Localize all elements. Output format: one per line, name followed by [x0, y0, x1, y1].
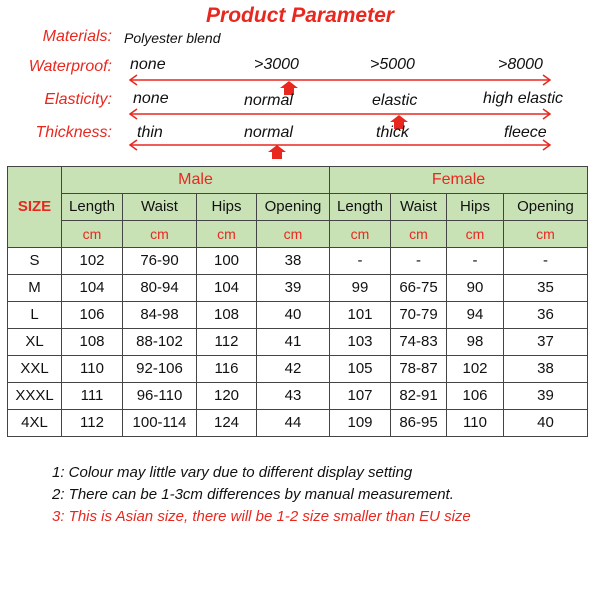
- table-cell: 40: [257, 302, 330, 329]
- materials-label: Materials:: [42, 28, 112, 45]
- notes: [52, 462, 471, 528]
- table-row: [8, 302, 588, 329]
- table-cell: 104: [62, 275, 123, 302]
- thickness-option: thin: [137, 124, 163, 141]
- size-cell: XL: [8, 329, 62, 356]
- table-cell: 112: [62, 410, 123, 437]
- table-cell: 100: [197, 248, 257, 275]
- table-cell: 37: [504, 329, 588, 356]
- table-row: [8, 329, 588, 356]
- waterproof-option: none: [130, 56, 166, 73]
- size-cell: 4XL: [8, 410, 62, 437]
- group-female: Female: [330, 167, 588, 194]
- table-cell: 102: [62, 248, 123, 275]
- unit-label: cm: [62, 221, 123, 248]
- table-cell: 108: [197, 302, 257, 329]
- table-cell: 36: [504, 302, 588, 329]
- table-cell: 86-95: [391, 410, 447, 437]
- column-header: Hips: [447, 194, 504, 221]
- table-cell: 101: [330, 302, 391, 329]
- table-cell: -: [330, 248, 391, 275]
- table-cell: 108: [62, 329, 123, 356]
- table-cell: 98: [447, 329, 504, 356]
- waterproof-option: >5000: [370, 56, 415, 73]
- table-cell: 111: [62, 383, 123, 410]
- thickness-label: Thickness:: [35, 124, 112, 141]
- thickness-option: thick: [376, 124, 409, 141]
- table-cell: 38: [257, 248, 330, 275]
- table-cell: 39: [257, 275, 330, 302]
- table-cell: 96-110: [123, 383, 197, 410]
- size-cell: XXXL: [8, 383, 62, 410]
- thickness-option: normal: [244, 124, 293, 141]
- thickness-scale-arrow: [125, 139, 555, 151]
- unit-label: cm: [447, 221, 504, 248]
- table-cell: 103: [330, 329, 391, 356]
- table-cell: -: [504, 248, 588, 275]
- elasticity-label: Elasticity:: [44, 91, 112, 108]
- column-header: Length: [330, 194, 391, 221]
- table-row: [8, 356, 588, 383]
- table-row: [8, 275, 588, 302]
- size-header: SIZE: [8, 167, 62, 248]
- table-cell: 70-79: [391, 302, 447, 329]
- table-cell: 80-94: [123, 275, 197, 302]
- size-table: [7, 166, 588, 437]
- table-cell: 106: [447, 383, 504, 410]
- size-cell: M: [8, 275, 62, 302]
- size-cell: L: [8, 302, 62, 329]
- table-cell: 90: [447, 275, 504, 302]
- table-row: [8, 410, 588, 437]
- thickness-option: fleece: [504, 124, 547, 141]
- table-cell: -: [391, 248, 447, 275]
- table-cell: 38: [504, 356, 588, 383]
- unit-label: cm: [504, 221, 588, 248]
- table-cell: 116: [197, 356, 257, 383]
- waterproof-option: >8000: [498, 56, 543, 73]
- table-cell: 99: [330, 275, 391, 302]
- column-header: Opening: [504, 194, 588, 221]
- waterproof-option: >3000: [254, 56, 299, 73]
- table-cell: 78-87: [391, 356, 447, 383]
- unit-label: cm: [197, 221, 257, 248]
- column-header: Length: [62, 194, 123, 221]
- table-cell: 43: [257, 383, 330, 410]
- page-title: Product Parameter: [206, 4, 394, 27]
- table-cell: 112: [197, 329, 257, 356]
- table-cell: 88-102: [123, 329, 197, 356]
- materials-value: Polyester blend: [124, 30, 221, 46]
- table-cell: 106: [62, 302, 123, 329]
- table-cell: 94: [447, 302, 504, 329]
- table-cell: 44: [257, 410, 330, 437]
- table-cell: 84-98: [123, 302, 197, 329]
- table-cell: 104: [197, 275, 257, 302]
- unit-label: cm: [391, 221, 447, 248]
- size-cell: XXL: [8, 356, 62, 383]
- table-cell: 39: [504, 383, 588, 410]
- table-cell: 92-106: [123, 356, 197, 383]
- note-item: 1: Colour may little vary due to different display setting: [52, 464, 413, 481]
- table-cell: 35: [504, 275, 588, 302]
- table-cell: 109: [330, 410, 391, 437]
- column-header: Waist: [123, 194, 197, 221]
- table-cell: 66-75: [391, 275, 447, 302]
- table-cell: 124: [197, 410, 257, 437]
- thickness-marker-icon: [267, 144, 287, 160]
- table-cell: -: [447, 248, 504, 275]
- column-header: Hips: [197, 194, 257, 221]
- table-cell: 105: [330, 356, 391, 383]
- elasticity-scale-arrow: [125, 108, 555, 120]
- group-male: Male: [62, 167, 330, 194]
- table-cell: 42: [257, 356, 330, 383]
- table-row: [8, 248, 588, 275]
- waterproof-label: Waterproof:: [28, 58, 112, 75]
- column-header: Waist: [391, 194, 447, 221]
- table-cell: 110: [62, 356, 123, 383]
- table-cell: 74-83: [391, 329, 447, 356]
- table-cell: 110: [447, 410, 504, 437]
- unit-label: cm: [257, 221, 330, 248]
- unit-label: cm: [330, 221, 391, 248]
- unit-label: cm: [123, 221, 197, 248]
- table-row: [8, 383, 588, 410]
- table-cell: 41: [257, 329, 330, 356]
- note-item: 2: There can be 1-3cm differences by manual measurement.: [52, 486, 454, 503]
- table-cell: 76-90: [123, 248, 197, 275]
- elasticity-option: none: [133, 90, 169, 107]
- table-cell: 40: [504, 410, 588, 437]
- elasticity-option: normal: [244, 92, 293, 109]
- table-cell: 100-114: [123, 410, 197, 437]
- waterproof-scale-arrow: [125, 74, 555, 86]
- table-cell: 107: [330, 383, 391, 410]
- note-item: 3: This is Asian size, there will be 1-2 size smaller than EU size: [52, 508, 471, 525]
- elasticity-option: elastic: [372, 92, 418, 109]
- table-cell: 120: [197, 383, 257, 410]
- column-header: Opening: [257, 194, 330, 221]
- size-cell: S: [8, 248, 62, 275]
- table-cell: 82-91: [391, 383, 447, 410]
- table-cell: 102: [447, 356, 504, 383]
- elasticity-option: high elastic: [483, 90, 564, 107]
